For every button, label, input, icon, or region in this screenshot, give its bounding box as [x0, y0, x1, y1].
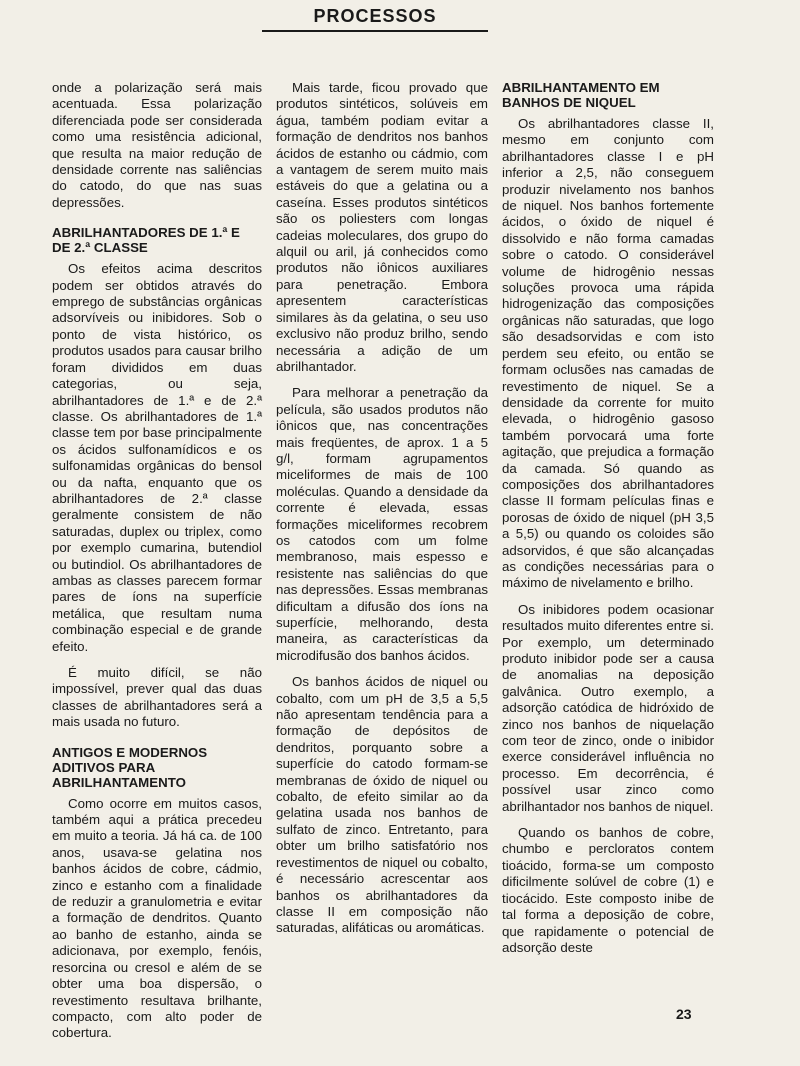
page-number: 23: [676, 1006, 692, 1022]
column-3: [502, 80, 714, 966]
paragraph: Para melhorar a penetração da película, são usados produtos não iônicos que, nas concentrações mais freqüentes, de aprox. 1 a 5 g/l, formam agrupamentos miceliformes de mais de 100 moléculas. Quando a densidade da corrente é elevada, essas formações miceliformes recobrem os catodos com um folme membranoso, mais espesso e resistente nas saliências do que nas depressões. Essas membranas dificultam a difusão dos íons na superfície, melhorando, desta maneira, as características da microdifusão dos banhos ácidos.: [276, 385, 488, 663]
column-1: [52, 80, 262, 1052]
paragraph: Os inibidores podem ocasionar resultados muito diferentes entre si. Por exemplo, um determinado produto inibidor pode ser a causa de anomalias na deposição galvânica. Outro exemplo, a adsorção catódica de hidróxido de zinco nos banhos de niquelação com teor de zinco, onde o inibidor exerce considerável influência no processo. Em decorrência, é possível usar zinco como abrilhantador nos banhos de niquel.: [502, 601, 714, 814]
paragraph: É muito difícil, se não impossível, prever qual das duas classes de abrilhantadores será a mais usada no futuro.: [52, 665, 262, 730]
section-heading: ANTIGOS E MODERNOS ADITIVOS PARA ABRILHANTAMENTO: [52, 744, 208, 790]
paragraph: Os efeitos acima descritos podem ser obtidos através do emprego de substâncias orgânicas adsorvíveis ou inibidores. Sob o ponto de vista histórico, os produtos usados para causar brilho foram divididos em duas categorias, ou seja, abrilhantadores de 1.ª e de 2.ª classe. Os abrilhantadores de 1.ª classe tem por base principalmente os ácidos sulfonamídicos e os sulfonamidas orgânicas do bensol ou da nafta, enquanto que os abrilhantadores de 2.ª classe geralmente consistem de não saturadas, duplex ou triplex, como por exemplo cumarina, butendiol ou butindiol. Os abrilhantadores de ambas as classes parecem formar pares de íons na superfície metálica, que resultam numa combinação especial e de grande efeito.: [52, 261, 262, 654]
paragraph: Os banhos ácidos de niquel ou cobalto, com um pH de 3,5 a 5,5 não apresentam tendência para a formação de depósitos de dendritos, porquanto sobre a superfície do catodo formam-se membranas de óxido de niquel ou cobalto, de efeito similar ao da gelatina usada nos banhos de sulfato de zinco. Entretanto, para obter um brilho satisfatório nos revestimentos de niquel ou cobalto, é necessário acrescentar aos banhos os abrilhantadores da classe II em composição não saturadas, alifáticas ou aromáticas.: [276, 674, 488, 936]
page-header: [262, 6, 488, 32]
paragraph: onde a polarização será mais acentuada. Essa polarização diferenciada pode ser considerada como uma resistência adicional, que resulta na maior redução de densidade corrente nas saliências do catodo, do que nas suas depressões.: [52, 80, 262, 210]
paragraph: Quando os banhos de cobre, chumbo e percloratos contem tioácido, forma-se um composto dificilmente solúvel de cobre (1) e tiocácido. Este composto inibe de tal forma a deposição de cobre, que rapidamente o potencial de adsorção deste: [502, 825, 714, 955]
column-2: [276, 80, 488, 947]
paragraph: Como ocorre em muitos casos, também aqui a prática precedeu em muito a teoria. Já há ca. de 100 anos, usava-se gelatina nos banhos ácidos de cobre, cádmio, zinco e estanho com a finalidade de reduzir a granulometria e evitar a formação de dendritos. Quanto ao banho de estanho, ainda se adicionava, por exemplo, fenóis, resorcina ou cresol e além de se obter uma boa dispersão, o revestimento resultava brilhante, compacto, com alto poder de cobertura.: [52, 795, 262, 1041]
paragraph: Mais tarde, ficou provado que produtos sintéticos, solúveis em água, também podiam evitar a formação de dendritos nos banhos ácidos de estanho ou cádmio, com a vantagem de serem muito mais estáveis do que a gelatina ou a caseína. Esses produtos sintéticos são os poliesters com longas cadeias moleculares, dos grupo do alquil ou aril, já conhecidos como produtos não iônicos auxiliares para penetração. Embora apresentem características similares às da gelatina, o seu uso exclusivo não produz brilho, sendo necessária a adição de um abrilhantador.: [276, 80, 488, 374]
section-heading: ABRILHANTAMENTO EM BANHOS DE NIQUEL: [502, 80, 660, 110]
section-heading: ABRILHANTADORES DE 1.ª E DE 2.ª CLASSE: [52, 225, 240, 256]
section-title: PROCESSOS: [313, 6, 437, 26]
paragraph: Os abrilhantadores classe II, mesmo em conjunto com abrilhantadores classe I e pH inferior a 2,5, não conseguem produzir nivelamento nos banhos de niquel. Nos banhos fortemente ácidos, o óxido de niquel é dissolvido e não forma camadas sobre o catodo. O considerável volume de hidrogênio nessas soluções provoca uma rápida hidrogenização das composições orgânicas não saturadas, que logo são desadsorvidas e com isto perdem seu efeito, ou então se formam oclusões nas camadas de revestimento de niquel. Se a densidade da corrente for muito elevada, o hidrogênio gasoso também porvocará uma forte agitação, que prejudica a formação da camada. Só quando as composições dos abrilhantadores classe II formam películas finas e porosas de óxido de niquel (pH 3,5 a 5,5) ou quando os coloides são adsorvidos, é que são alcançadas as condições necessárias para o máximo de nivelamento e brilho.: [502, 116, 714, 591]
